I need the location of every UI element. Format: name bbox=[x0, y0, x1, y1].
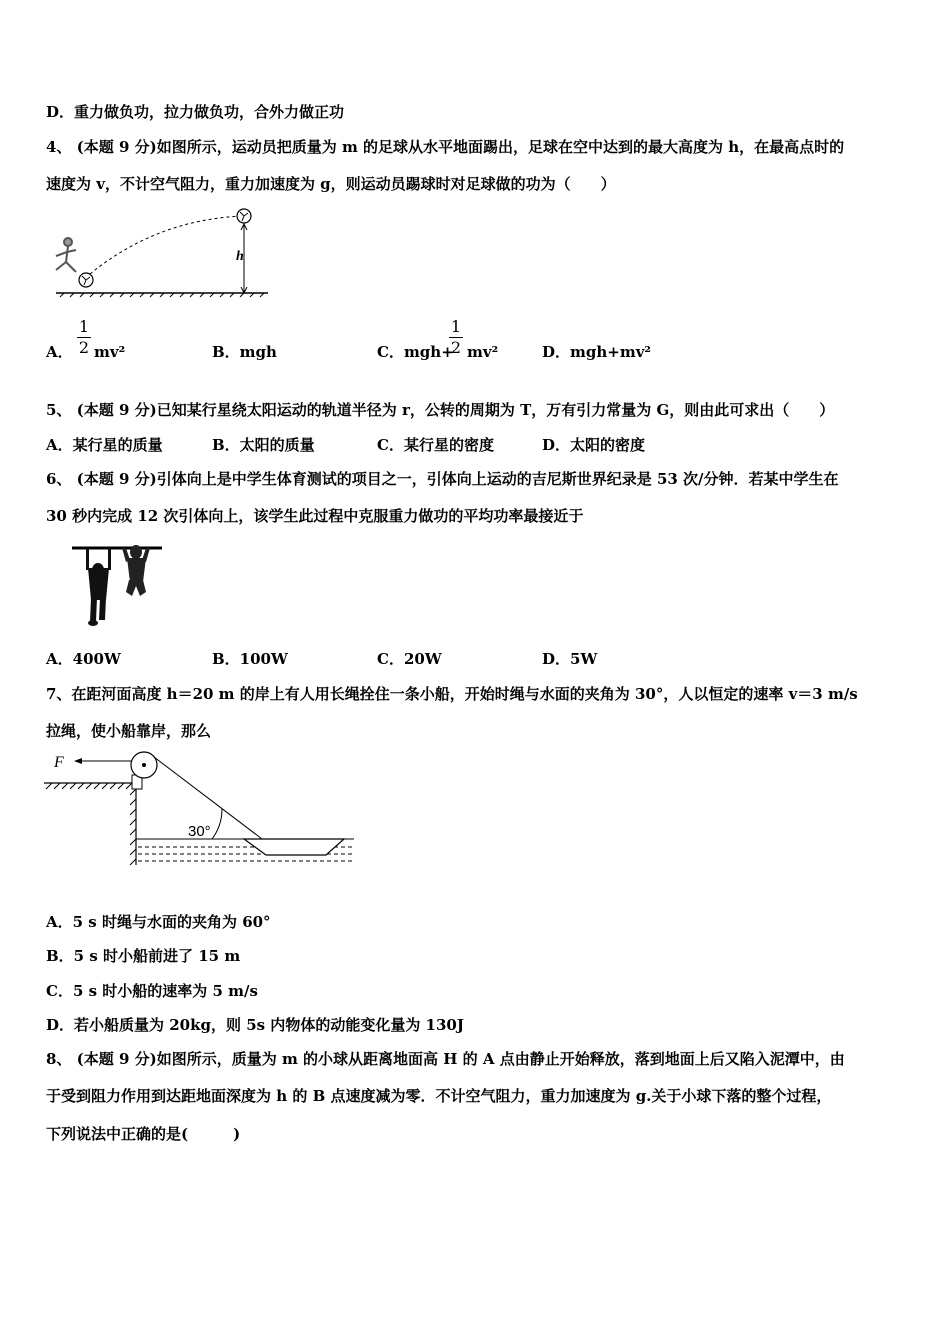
q6-pullup-figure bbox=[70, 540, 165, 630]
q4-option-a-prefix: A． bbox=[46, 343, 73, 361]
pulled-up-person bbox=[122, 545, 150, 596]
q5-option-a: A．某行星的质量 bbox=[46, 436, 163, 454]
q8-stem-line-3: 下列说法中正确的是( ) bbox=[46, 1125, 241, 1143]
q4-option-d: D．mgh+mv² bbox=[542, 343, 651, 361]
q3-option-d: D．重力做负功，拉力做负功，合外力做正功 bbox=[46, 103, 345, 121]
bank-wall-hatch bbox=[130, 789, 136, 865]
q5-option-b: B．太阳的质量 bbox=[212, 436, 315, 454]
q7-boat-figure bbox=[44, 745, 364, 870]
boat bbox=[244, 839, 344, 855]
q8-stem-line-1: 8、 (本题 9 分)如图所示，质量为 m 的小球从距离地面高 H 的 A 点由静止开始释放，落到地面上后又陷入泥潭中，由 bbox=[46, 1050, 845, 1068]
bank-top-hatch bbox=[46, 783, 132, 789]
q6-option-b: B．100W bbox=[212, 650, 288, 668]
q6-stem-line-2: 30 秒内完成 12 次引体向上，该学生此过程中克服重力做功的平均功率最接近于 bbox=[46, 507, 584, 525]
q4-option-a-fraction bbox=[77, 318, 91, 357]
q4-option-c-fraction bbox=[449, 318, 463, 357]
q7-option-b: B．5 s 时小船前进了 15 m bbox=[46, 947, 241, 965]
q7-option-c: C．5 s 时小船的速率为 5 m/s bbox=[46, 982, 258, 1000]
q5-option-c: C．某行星的密度 bbox=[377, 436, 494, 454]
q6-option-a: A．400W bbox=[46, 650, 121, 668]
trajectory-curve bbox=[90, 216, 242, 274]
q7-stem-line-2: 拉绳，使小船靠岸，那么 bbox=[46, 722, 212, 740]
angle-label: 30° bbox=[188, 823, 211, 840]
q4-stem-line-1: 4、 (本题 9 分)如图所示，运动员把质量为 m 的足球从水平地面踢出，足球在空中达到的最大高度为 h，在最高点时的 bbox=[46, 138, 845, 156]
q4-option-a-suffix: mv² bbox=[94, 343, 126, 361]
fraction-denominator: 2 bbox=[78, 338, 90, 357]
q6-option-c: C．20W bbox=[377, 650, 442, 668]
q4-football-figure bbox=[46, 200, 276, 305]
q4-option-c-suffix: mv² bbox=[467, 343, 499, 361]
height-label: h bbox=[236, 249, 244, 264]
q6-option-d: D．5W bbox=[542, 650, 598, 668]
hanging-person bbox=[86, 548, 111, 626]
force-label: F bbox=[54, 754, 64, 771]
q7-option-a: A．5 s 时绳与水面的夹角为 60° bbox=[46, 913, 271, 931]
q5-stem: 5、 (本题 9 分)已知某行星绕太阳运动的轨道半径为 r，公转的周期为 T，万有引力常量为 G，则由此可求出（ ） bbox=[46, 401, 835, 419]
q7-stem-line-1: 7、在距河面高度 h＝20 m 的岸上有人用长绳拴住一条小船，开始时绳与水面的夹角为 30°，人以恒定的速率 v＝3 m/s bbox=[46, 685, 858, 703]
angle-arc bbox=[212, 809, 222, 839]
fraction-numerator: 1 bbox=[450, 317, 462, 336]
player-figure bbox=[56, 238, 76, 272]
q7-option-d: D．若小船质量为 20kg，则 5s 内物体的动能变化量为 130J bbox=[46, 1016, 464, 1034]
q4-option-c-prefix: C．mgh+ bbox=[377, 343, 454, 361]
q4-stem-line-2: 速度为 v，不计空气阻力，重力加速度为 g，则运动员踢球时对足球做的功为（ ） bbox=[46, 175, 616, 193]
q5-option-d: D．太阳的密度 bbox=[542, 436, 646, 454]
fraction-denominator: 2 bbox=[450, 338, 462, 357]
q4-option-b: B．mgh bbox=[212, 343, 277, 361]
q8-stem-line-2: 于受到阻力作用到达距地面深度为 h 的 B 点速度减为零．不计空气阻力，重力加速度为 g.关于小球下落的整个过程， bbox=[46, 1087, 832, 1105]
q6-stem-line-1: 6、 (本题 9 分)引体向上是中学生体育测试的项目之一，引体向上运动的吉尼斯世界纪录是 53 次/分钟．若某中学生在 bbox=[46, 470, 839, 488]
fraction-numerator: 1 bbox=[78, 317, 90, 336]
